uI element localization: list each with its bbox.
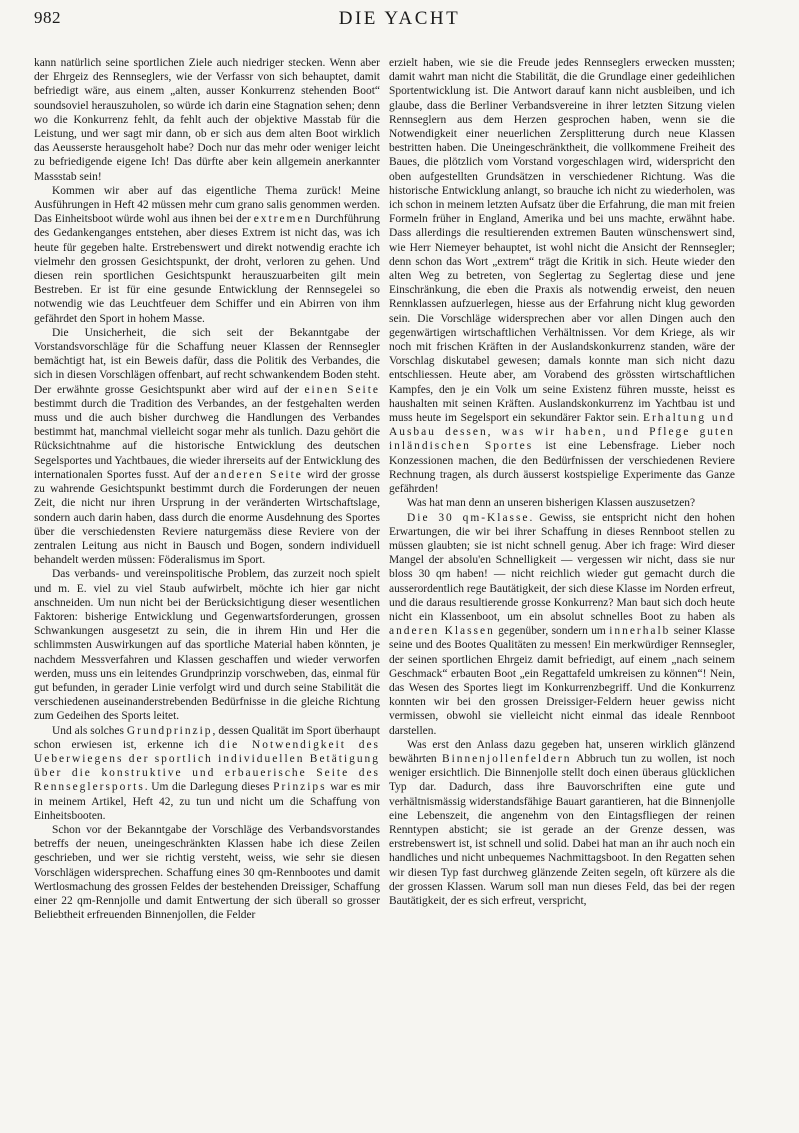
spaced-emphasis: Grundprinzip <box>126 724 213 737</box>
left-paragraph-4: Das verbands- und vereinspolitische Problem, das zurzeit noch spielt und m. E. viel zu viel Staub aufwirbelt, möchte ich hier gar nicht anschneiden. Um nun nicht bei der Berücksichtigung dieser wesentlichen Faktoren: bisherige Entwicklung und Gegenwartsforderungen, grossen Schwankungen ausgesetzt zu sein, die in ihrem Hin und Her die schlimmsten Auswirkungen auf das sportliche Material haben könnten, je nachdem Messverfahren und Klassen geschaffen und wieder verworfen werden, muss uns ein leitendes Grundprinzip vorschweben, das, einmal für gut befunden, in gerader Linie verfolgt wird und durch seine Stabilität die verschiedenen auseinanderstrebenden Bedürfnisse in die gleiche Richtung zum Gedeihen des Sports leitet. <box>34 568 380 723</box>
text-run: Abbruch tun zu wollen, ist noch weniger ersichtlich. Die Binnenjolle stellt doch einen überaus glücklichen Typ dar. Dadurch, dass ihre Bauvorschriften eine gute und verhältnismässig widerstandsfähige Bauart garantieren, hat die Binnenjolle eine Lebenszeit, die angenehm von den Eintagsfliegen der reinen Renntypen absticht; sie ist gerade an der Grenze dessen, was erstrebenswert ist, ist schnell und solid. Dabei hat man an ihr auch noch ein handliches und nicht unbequemes Nachmittagsboot. In den Regatten sehen wir diesen Typ fast durchweg glänzende Zeiten segeln, oft kürzere als die der grossen Klassen. Warum soll man nun dieses Feld, das bei der regen Bautätigkeit, der es sich erfreut, verspricht, <box>389 752 735 907</box>
right-column <box>389 56 735 1116</box>
left-paragraph-3 <box>34 326 380 567</box>
right-paragraph-3 <box>389 511 735 738</box>
page-number: 982 <box>34 8 61 27</box>
spaced-emphasis: innerhalb <box>609 625 671 638</box>
text-run: bestimmt durch die Tradition des Verbandes, an der festgehalten werden muss und die auch bisher durchweg die Handlungen des Verbandes bestimmt hat, manchmal vielleicht sogar mehr als tunlich. Dazu gehört die Rücksichtnahme auf die historische Entwicklung des deutschen Segelsportes und Yachtbaues, die wieder ihrerseits auf der Entwicklung des internationalen Sportes fusst. Auf der <box>34 397 380 481</box>
left-paragraph-5 <box>34 724 380 823</box>
journal-title: DIE YACHT <box>338 8 461 29</box>
text-run: Kommen wir aber auf das eigentliche Thema zurück! Meine Ausführungen in Heft 42 müssen mehr cum grano salis genommen werden. Das Einheitsboot würde wohl aus ihnen bei der <box>34 184 380 226</box>
spaced-emphasis: einen Seite <box>304 383 380 396</box>
text-run: . Gewiss, sie entspricht nicht den hohen Erwartungen, die wir bei ihrer Schaffung in dieses Rennboot stellen zu müssen glaubten; sie ist nicht schnell genug. Aber ich frage: Wird dieser Mangel der absolu'en Schnelligkeit — vergessen wir nicht, dass sie nur bloss 30 qm haben! — nicht reichlich wieder gut gemacht durch die ausserordentlich rege Bautätigkeit, der sich diese Klasse im Norden erfreut, und die daraus resultierende grosse Konkurrenz? Man baut sich doch heute nicht ein Klassenboot, um ein absolut schnelles Boot zu haben als <box>389 511 735 623</box>
text-run: seiner Klasse seine und des Bootes Qualitäten zu messen! Ein merkwürdiger Rennsegler, der seinen sportlichen Ehrgeiz damit befriedigt, auf einem „nach seinem Geschmack“ erbauten Boot „ein Regattafeld umkreisen zu können“! Nein, das Wesen des Sportes liegt im Konkurrenzbegriff. Und die Konkurrenz konnten wir bei den grossen Dreissiger-Feldern heuer gewiss nicht vermissen, obwohl sie vielleicht nicht einmal das ideale Rennboot darstellen. <box>389 625 735 737</box>
left-paragraph-2 <box>34 184 380 326</box>
spaced-emphasis: die Notwendigkeit des Ueberwiegens der sportlich individuellen Betätigung über die konstruktive und erbauerische Seite des Rennseglersports <box>34 738 380 794</box>
spaced-emphasis: anderen Seite <box>213 468 303 481</box>
text-run: war es mir in meinem Artikel, Heft 42, zu tun und nicht um die Schaffung von Einheitsbooten. <box>34 781 380 822</box>
text-run: ist eine Lebensfrage. Lieber noch Konzessionen machen, die den Bedürfnissen der verschiedenen Reviere Rechnung tragen, als durch äusserst kostspielige Experimente das Ganze gefährden! <box>389 440 735 496</box>
text-run: Die Unsicherheit, die sich seit der Bekanntgabe der Vorstandsvorschläge für die Schaffung neuer Klassen der Rennsegler bemächtigt hat, ist ein Beweis dafür, dass die Politik des Verbandes, die sich in diesen Vorschlägen offenbart, auf recht schwankendem Boden steht. Der erwähnte grosse Gesichtspunkt aber wird auf der <box>34 326 380 396</box>
text-run: wird der grosse zu wahrende Gesichtspunkt bestimmt durch die Forderungen der neuen Zeit, die nicht nur ihren Ursprung in der veränderten Wirtschaftslage, sondern auch darin haben, dass durch die enorme Ausdehnung des Sportes über die verschiedensten Reviere naturgemäss diese Reviere von der zentralen Leitung aus nicht in Bausch und Bogen, sondern individuell behandelt werden müssen: Föderalismus im Sport. <box>34 468 380 567</box>
text-run: erzielt haben, wie sie die Freude jedes Rennseglers erwecken mussten; damit wahrt man nicht die Stabilität, die die Grundlage einer gedeihlichen Sportentwicklung ist. Die Antwort darauf kann nicht ausbleiben, und ich glaube, dass die Berliner Verbandsvereine in ihrer letzten Sitzung vielen Rennseglern aus dem Herzen gesprochen haben, wenn sie die Notwendigkeit einer neuerlichen Zersplitterung durch neue Klassen bestritten haben. Die Uneingeschränktheit, die vollkommene Freiheit des Baues, die plötzlich vom Vorstand vorgeschlagen wird, widerspricht den oben aufgestellten Grundsätzen in verschiedener Richtung. Was die historische Entwicklung anlangt, so brauche ich nicht zu wiederholen, was ich schon in meinem letzten Aufsatz über die Erfahrung, die man mit freien Formeln früher in England, Amerika und bei uns machte, erwähnt habe. Dass allerdings die resultierenden extremen Bauten wünschenswert sind, wie Herr Niemeyer behauptet, ist wohl nicht die Ansicht der Rennsegler; denn schon das Wort „extrem“ trägt die Kritik in sich. Heute wieder den alten Weg zu betreten, von Seglertag zu Seglertag diese und jene Einschränkung, die eben die Praxis als notwendig erweist, den neuen Rennklassen aufzuerlegen, hiesse aus der Erfahrung nicht klug geworden sein. Die Vorschläge widersprechen aber vor allen Dingen auch den gegenwärtigen wirtschaftlichen Verhältnissen. Vor dem Kriege, als wir noch mit frischen Kräften in der Auslandskonkurrenz standen, wäre der Vorschlag diskutabel gewesen; damals konnte man sich nicht dazu entschliessen. Heute aber, am Vorabend des grössten wirtschaftlichen Kampfes, den je ein Volk um seine Existenz führen musste, heisst es haushalten mit seinen Kräften. Auslandskonkurrenz im Yachtbau ist und muss heute im Segelsport ein sekundärer Faktor sein. <box>389 57 735 425</box>
spaced-emphasis: anderen Klassen <box>389 625 495 638</box>
text-run: . Um die Darlegung dieses <box>144 781 274 794</box>
page-header <box>0 0 799 40</box>
text-run: Durchführung des Gedankenganges entstehen, aber dieses Extrem ist nicht das, was ich heute für gegeben halte. Erstrebenswert und direkt notwendig erachte ich vielmehr den grossen Gesichtspunkt, der droht, verloren zu gehen. Und diesen rein sportlichen Gesichtspunkt herauszuarbeiten gilt mein Bestreben. Er ist für eine gesunde Entwicklung der Rennsegelei so notwendig wie das Leuchtfeuer dem Schiffer und ein Abirren von ihm gefährdet den Sport in hohem Masse. <box>34 213 380 325</box>
text-run: gegenüber, sondern um <box>494 625 610 638</box>
right-paragraph-4 <box>389 738 735 908</box>
left-column <box>34 56 380 1116</box>
spaced-emphasis: Die 30 qm-Klasse <box>407 511 530 524</box>
text-run: Und als solches <box>52 724 127 737</box>
spaced-emphasis: Prinzips <box>273 781 327 794</box>
left-paragraph-6: Schon vor der Bekanntgabe der Vorschläge des Verbandsvorstandes betreffs der neuen, uneingeschränkten Klassen habe ich diese Zeilen geschrieben, und wer sie richtig versteht, weiss, wie sehr sie diesen Vorschlägen widersprechen. Schaffung eines 30 qm-Rennbootes und damit Wertlosmachung des grossen Feldes der bestehenden Dreissiger, Schaffung einer 22 qm-Rennjolle und damit Entwertung der sich überall so grosser Beliebtheit erfreuenden Binnenjollen, die Felder <box>34 823 380 922</box>
text-run: , dessen Qualität im Sport überhaupt schon erwiesen ist, erkenne ich <box>34 724 380 751</box>
spaced-emphasis: Binnenjollenfeldern <box>441 752 572 765</box>
text-run: Was erst den Anlass dazu gegeben hat, unseren wirklich glänzend bewährten <box>389 738 735 765</box>
left-paragraph-1: kann natürlich seine sportlichen Ziele auch niedriger stecken. Wenn aber der Ehrgeiz des Rennseglers, wie der Verfassr von sich behauptet, damit befriedigt wäre, aus einem „alten, ausser Konkurrenz stehenden Boot“ soundsoviel herauszuholen, so würde ich darin eine Stagnation sehen; denn wo die Konkurrenz fehlt, da fehlt auch der objektive Masstab für die Leistung, und wer sagt mir dann, ob er sich aus dem alten Boot wirklich das Aeusserste herausgeholt habe? Doch nur das mehr oder weniger leicht zu befriedigende eigene Ich! Das dürfte aber kein allgemein anerkannter Massstab sein! <box>34 57 380 183</box>
spaced-emphasis: Erhaltung und Ausbau dessen, was wir haben, und Pflege guten inländischen Sportes <box>389 412 735 453</box>
spaced-emphasis: extremen <box>253 213 313 226</box>
right-paragraph-2: Was hat man denn an unseren bisherigen Klassen auszusetzen? <box>407 497 696 510</box>
right-paragraph-1 <box>389 56 735 496</box>
